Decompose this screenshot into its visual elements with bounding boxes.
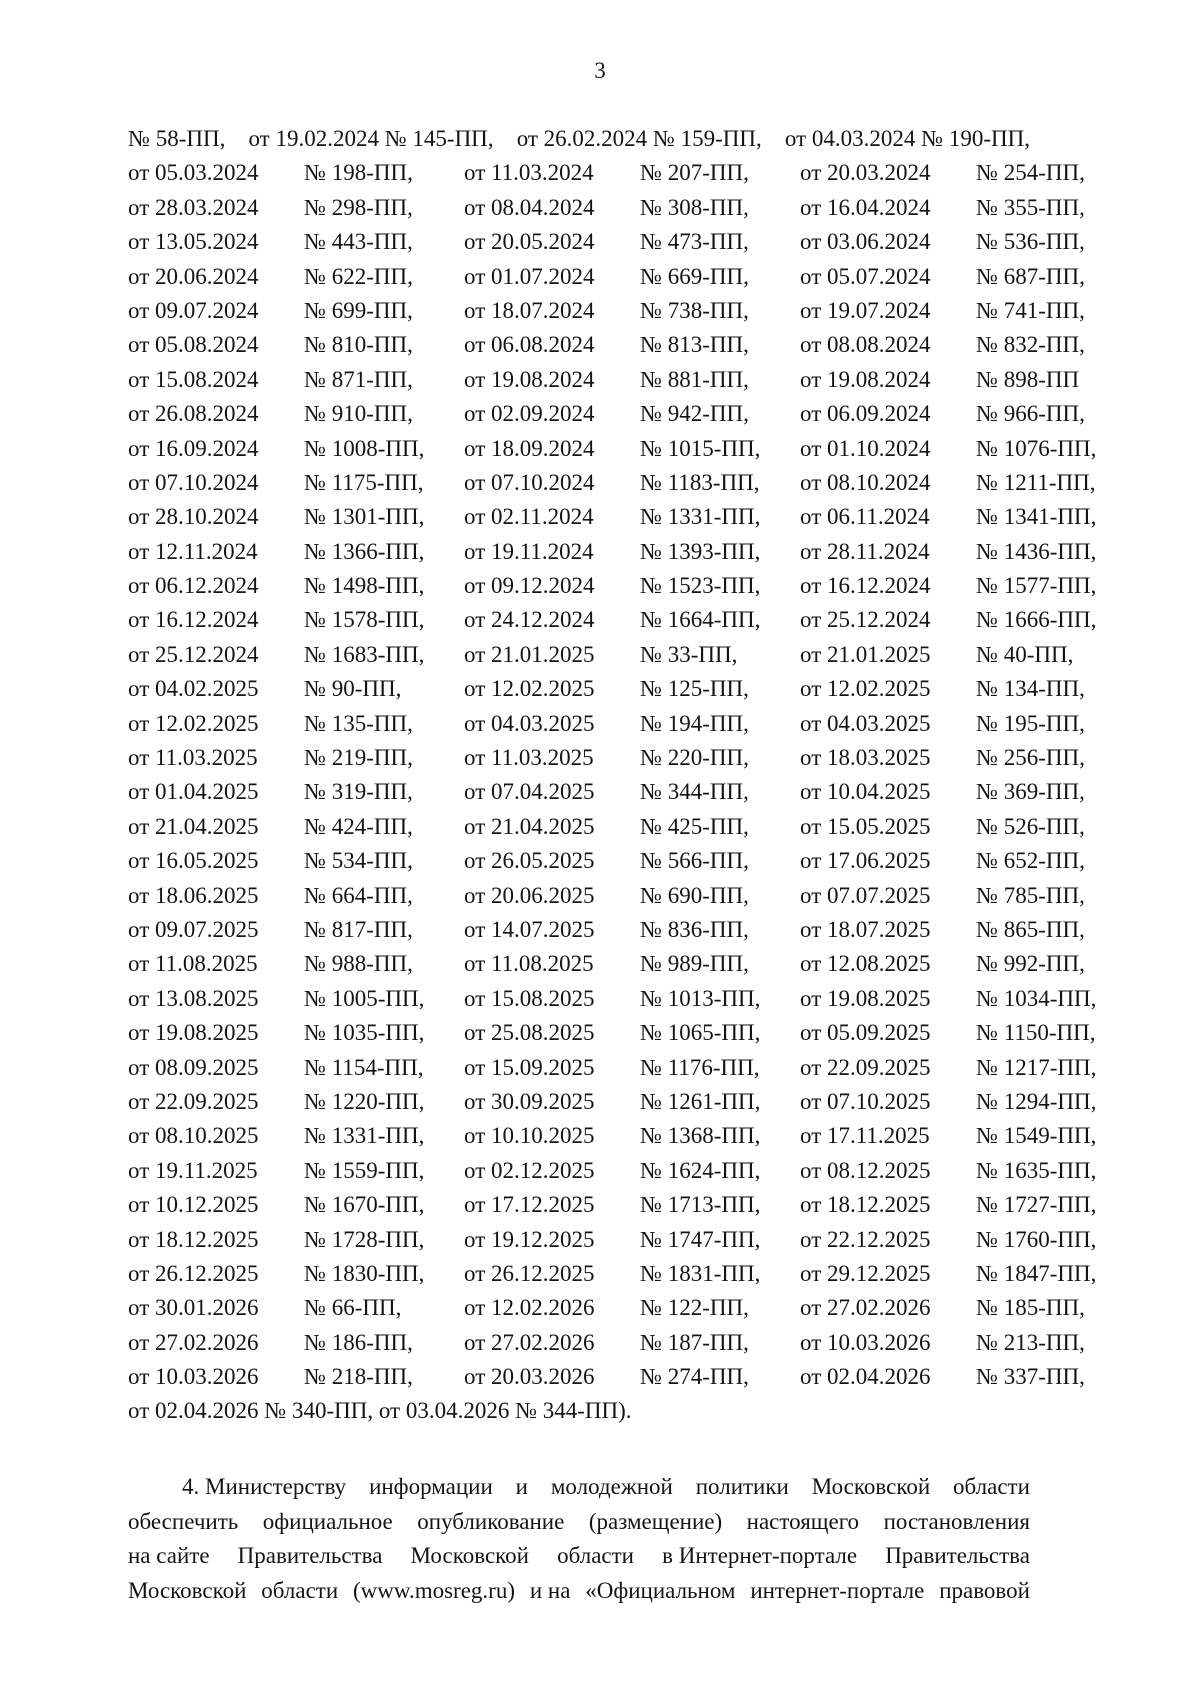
resolution-date: от 08.10.2025 — [128, 1123, 259, 1149]
resolution-date: от 28.11.2024 — [800, 538, 930, 564]
resolution-date: от 22.09.2025 — [800, 1054, 931, 1080]
list-line — [128, 1257, 1097, 1291]
resolution-number: № 664-ПП, — [304, 882, 413, 908]
resolution-number: № 135-ПП, — [304, 710, 413, 736]
resolution-number: № 33-ПП, — [640, 641, 738, 667]
word: интернет-портале — [750, 1577, 925, 1603]
resolution-number: № 194-ПП, — [640, 710, 749, 736]
resolution-number: № 40-ПП, — [976, 641, 1074, 667]
resolution-date: от 13.08.2025 — [128, 985, 259, 1011]
resolution-number: № 817-ПП, — [304, 916, 413, 942]
resolution-date: от 06.08.2024 — [464, 332, 595, 358]
paragraph-line — [128, 1505, 1030, 1540]
word: настоящего — [746, 1508, 860, 1534]
list-line — [128, 1051, 1097, 1085]
word: Московской — [410, 1543, 529, 1568]
resolution-date: от 28.10.2024 — [128, 504, 259, 530]
word: политики — [695, 1474, 789, 1499]
resolution-date: от 27.02.2026 — [128, 1329, 259, 1355]
resolution-date: от 06.11.2024 — [800, 504, 930, 530]
resolution-number: № 256-ПП, — [976, 745, 1085, 771]
resolution-date: от 10.03.2026 — [800, 1329, 931, 1355]
resolution-date: от 09.07.2025 — [128, 916, 259, 942]
resolution-number: № 1176-ПП, — [640, 1054, 760, 1080]
list-item: № 58-ПП, — [128, 126, 226, 151]
resolutions-list — [128, 122, 1097, 1429]
list-line — [128, 466, 1096, 500]
word: (www.mosreg.ru) — [352, 1577, 515, 1603]
resolution-number: № 810-ПП, — [304, 332, 413, 358]
resolution-number: № 1368-ПП, — [640, 1123, 761, 1149]
resolution-date: от 21.01.2025 — [800, 641, 931, 667]
word: постановления — [883, 1508, 1030, 1534]
resolution-number: № 66-ПП, — [304, 1295, 402, 1321]
resolution-number: № 526-ПП, — [976, 813, 1085, 839]
resolution-date: от 09.12.2024 — [464, 573, 595, 599]
resolution-number: № 134-ПП, — [976, 676, 1085, 702]
resolution-date: от 05.07.2024 — [800, 263, 931, 289]
list-line — [128, 1360, 1085, 1394]
resolution-date: от 20.06.2025 — [464, 882, 595, 908]
word: области — [953, 1474, 1030, 1499]
resolution-date: от 06.09.2024 — [800, 401, 931, 427]
resolution-date: от 08.10.2024 — [800, 469, 931, 495]
resolution-number: № 254-ПП, — [976, 160, 1085, 186]
resolution-number: № 1211-ПП, — [976, 469, 1096, 495]
resolution-date: от 07.10.2024 — [128, 469, 259, 495]
resolution-number: № 125-ПП, — [640, 676, 749, 702]
word: и на — [529, 1577, 571, 1603]
word: в Интернет-портале — [662, 1543, 858, 1568]
list-line — [128, 913, 1085, 947]
list-line — [128, 1188, 1097, 1222]
resolution-number: № 355-ПП, — [976, 194, 1085, 220]
paragraph-line — [128, 1539, 1030, 1574]
resolution-number: № 1008-ПП, — [304, 435, 425, 461]
list-line-first — [128, 122, 1030, 156]
resolution-date: от 04.03.2025 — [464, 710, 595, 736]
list-line — [128, 328, 1085, 362]
list-line — [128, 947, 1085, 981]
resolution-date: от 11.03.2025 — [464, 745, 594, 771]
resolution-date: от 19.08.2025 — [128, 1020, 259, 1046]
word: обеспечить — [128, 1508, 239, 1534]
list-line — [128, 191, 1085, 225]
resolution-number: № 220-ПП, — [640, 745, 749, 771]
list-line — [128, 432, 1097, 466]
word: и — [515, 1474, 528, 1499]
resolution-date: от 30.01.2026 — [128, 1295, 259, 1321]
list-line — [128, 844, 1085, 878]
resolution-number: № 534-ПП, — [304, 848, 413, 874]
resolution-number: № 1217-ПП, — [976, 1054, 1097, 1080]
resolution-date: от 01.07.2024 — [464, 263, 595, 289]
list-line — [128, 638, 1074, 672]
resolution-number: № 207-ПП, — [640, 160, 749, 186]
resolution-number: № 988-ПП, — [304, 951, 413, 977]
resolution-number: № 473-ПП, — [640, 229, 749, 255]
list-line — [128, 363, 1080, 397]
word: правовой — [939, 1577, 1030, 1603]
resolution-number: № 298-ПП, — [304, 194, 413, 220]
resolution-date: от 25.12.2024 — [128, 641, 259, 667]
resolution-number: № 1013-ПП, — [640, 985, 761, 1011]
list-line — [128, 260, 1085, 294]
resolution-date: от 16.12.2024 — [800, 573, 931, 599]
list-line — [128, 1085, 1097, 1119]
resolution-number: № 1301-ПП, — [304, 504, 425, 530]
resolution-number: № 1559-ПП, — [304, 1157, 425, 1183]
resolution-number: № 369-ПП, — [976, 779, 1085, 805]
list-line — [128, 810, 1085, 844]
list-item: от 19.02.2024 № 145-ПП, — [248, 126, 494, 151]
resolution-number: № 319-ПП, — [304, 779, 413, 805]
resolution-number: № 1635-ПП, — [976, 1157, 1097, 1183]
list-line — [128, 707, 1085, 741]
resolution-date: от 19.08.2024 — [800, 366, 931, 392]
resolution-number: № 669-ПП, — [640, 263, 749, 289]
resolution-date: от 08.08.2024 — [800, 332, 931, 358]
paragraph-4 — [128, 1470, 1030, 1608]
list-line — [128, 603, 1097, 637]
resolution-number: № 1366-ПП, — [304, 538, 425, 564]
list-line — [128, 672, 1085, 706]
resolution-date: от 26.05.2025 — [464, 848, 595, 874]
word: Правительства — [885, 1543, 1030, 1568]
list-line — [128, 535, 1097, 569]
resolution-date: от 15.05.2025 — [800, 813, 931, 839]
resolution-number: № 966-ПП, — [976, 401, 1085, 427]
word: Московской — [128, 1577, 247, 1603]
resolution-number: № 1065-ПП, — [640, 1020, 761, 1046]
resolution-date: от 27.02.2026 — [800, 1295, 931, 1321]
resolution-number: № 187-ПП, — [640, 1329, 749, 1355]
word: 4. Министерству — [182, 1474, 347, 1499]
resolution-date: от 07.10.2024 — [464, 469, 595, 495]
resolution-date: от 20.05.2024 — [464, 229, 595, 255]
resolution-number: № 898-ПП — [976, 366, 1080, 392]
resolution-date: от 08.09.2025 — [128, 1054, 259, 1080]
resolution-date: от 11.08.2025 — [128, 951, 258, 977]
resolution-date: от 17.11.2025 — [800, 1123, 930, 1149]
resolution-number: № 865-ПП, — [976, 916, 1085, 942]
resolution-date: от 26.08.2024 — [128, 401, 259, 427]
resolution-number: № 344-ПП, — [640, 779, 749, 805]
resolution-number: № 690-ПП, — [640, 882, 749, 908]
word: информации — [369, 1474, 493, 1499]
resolution-number: № 185-ПП, — [976, 1295, 1085, 1321]
resolution-date: от 22.09.2025 — [128, 1088, 259, 1114]
resolution-date: от 08.04.2024 — [464, 194, 595, 220]
resolution-date: от 19.08.2025 — [800, 985, 931, 1011]
resolution-number: № 1523-ПП, — [640, 573, 761, 599]
resolution-number: № 274-ПП, — [640, 1364, 749, 1390]
resolution-number: № 186-ПП, — [304, 1329, 413, 1355]
word: Московской — [811, 1474, 931, 1499]
resolution-number: № 1624-ПП, — [640, 1157, 761, 1183]
resolution-date: от 10.03.2026 — [128, 1364, 259, 1390]
paragraph-line — [128, 1470, 1030, 1505]
resolution-date: от 05.09.2025 — [800, 1020, 931, 1046]
resolution-number: № 1076-ПП, — [976, 435, 1097, 461]
resolution-date: от 16.12.2024 — [128, 607, 259, 633]
resolution-date: от 12.02.2025 — [464, 676, 595, 702]
resolution-number: № 1831-ПП, — [640, 1260, 761, 1286]
resolution-number: № 1728-ПП, — [304, 1226, 425, 1252]
resolution-number: № 942-ПП, — [640, 401, 749, 427]
resolution-number: № 1261-ПП, — [640, 1088, 761, 1114]
resolution-date: от 04.02.2025 — [128, 676, 259, 702]
resolution-date: от 12.11.2024 — [128, 538, 258, 564]
resolution-number: № 536-ПП, — [976, 229, 1085, 255]
resolution-number: № 1713-ПП, — [640, 1192, 761, 1218]
resolution-date: от 15.08.2024 — [128, 366, 259, 392]
resolution-number: № 622-ПП, — [304, 263, 413, 289]
resolution-number: № 425-ПП, — [640, 813, 749, 839]
resolution-number: № 1150-ПП, — [976, 1020, 1096, 1046]
page-number: 3 — [594, 58, 606, 83]
resolution-number: № 1294-ПП, — [976, 1088, 1097, 1114]
resolution-date: от 05.03.2024 — [128, 160, 259, 186]
list-line — [128, 225, 1085, 259]
resolution-number: № 308-ПП, — [640, 194, 749, 220]
list-line-last: от 02.04.2026 № 340-ПП, от 03.04.2026 № 344-ПП). — [128, 1398, 632, 1424]
resolution-date: от 06.12.2024 — [128, 573, 259, 599]
resolution-date: от 22.12.2025 — [800, 1226, 931, 1252]
resolution-number: № 1154-ПП, — [304, 1054, 424, 1080]
resolution-number: № 652-ПП, — [976, 848, 1085, 874]
word: области — [557, 1543, 634, 1568]
resolution-date: от 19.11.2025 — [128, 1157, 258, 1183]
resolution-date: от 10.04.2025 — [800, 779, 931, 805]
resolution-number: № 198-ПП, — [304, 160, 413, 186]
resolution-number: № 337-ПП, — [976, 1364, 1085, 1390]
resolution-number: № 1393-ПП, — [640, 538, 761, 564]
resolution-date: от 11.08.2025 — [464, 951, 594, 977]
resolution-date: от 09.07.2024 — [128, 297, 259, 323]
list-item: от 04.03.2024 № 190-ПП, — [784, 126, 1030, 151]
list-rows — [128, 156, 1097, 1394]
resolution-date: от 21.04.2025 — [128, 813, 259, 839]
list-line — [128, 500, 1097, 534]
resolution-date: от 25.08.2025 — [464, 1020, 595, 1046]
resolution-number: № 90-ПП, — [304, 676, 402, 702]
resolution-number: № 1341-ПП, — [976, 504, 1097, 530]
resolution-number: № 219-ПП, — [304, 745, 413, 771]
resolution-number: № 1175-ПП, — [304, 469, 424, 495]
resolution-date: от 19.12.2025 — [464, 1226, 595, 1252]
resolution-number: № 699-ПП, — [304, 297, 413, 323]
resolution-date: от 16.09.2024 — [128, 435, 259, 461]
resolution-date: от 26.12.2025 — [128, 1260, 259, 1286]
resolution-number: № 992-ПП, — [976, 951, 1085, 977]
resolution-number: № 1670-ПП, — [304, 1192, 425, 1218]
resolution-date: от 07.04.2025 — [464, 779, 595, 805]
resolution-date: от 20.06.2024 — [128, 263, 259, 289]
resolution-number: № 1331-ПП, — [304, 1123, 425, 1149]
resolution-date: от 18.12.2025 — [128, 1226, 259, 1252]
list-line — [128, 1223, 1097, 1257]
resolution-number: № 1760-ПП, — [976, 1226, 1097, 1252]
resolution-date: от 26.12.2025 — [464, 1260, 595, 1286]
list-line — [128, 879, 1085, 913]
resolution-number: № 1035-ПП, — [304, 1020, 425, 1046]
resolution-number: № 832-ПП, — [976, 332, 1085, 358]
resolution-number: № 213-ПП, — [976, 1329, 1085, 1355]
resolution-date: от 16.05.2025 — [128, 848, 259, 874]
resolution-date: от 18.07.2024 — [464, 297, 595, 323]
resolution-date: от 12.02.2025 — [128, 710, 259, 736]
list-line — [128, 982, 1097, 1016]
resolution-date: от 15.09.2025 — [464, 1054, 595, 1080]
resolution-date: от 02.11.2024 — [464, 504, 594, 530]
list-line — [128, 1119, 1097, 1153]
resolution-date: от 03.06.2024 — [800, 229, 931, 255]
word: области — [261, 1577, 339, 1603]
resolution-date: от 13.05.2024 — [128, 229, 259, 255]
word: (размещение) — [588, 1508, 723, 1534]
resolution-date: от 27.02.2026 — [464, 1329, 595, 1355]
resolution-number: № 424-ПП, — [304, 813, 413, 839]
resolution-number: № 1015-ПП, — [640, 435, 761, 461]
resolution-number: № 1436-ПП, — [976, 538, 1097, 564]
resolution-number: № 1549-ПП, — [976, 1123, 1097, 1149]
resolution-number: № 1683-ПП, — [304, 641, 425, 667]
paragraph-line — [128, 1574, 1030, 1609]
list-line — [128, 397, 1085, 431]
resolution-number: № 218-ПП, — [304, 1364, 413, 1390]
resolution-number: № 871-ПП, — [304, 366, 413, 392]
resolution-number: № 195-ПП, — [976, 710, 1085, 736]
resolution-date: от 11.03.2024 — [464, 160, 594, 186]
word: на сайте — [128, 1543, 210, 1568]
resolution-date: от 21.04.2025 — [464, 813, 595, 839]
resolution-date: от 18.03.2025 — [800, 745, 931, 771]
list-line — [128, 569, 1097, 603]
resolution-date: от 07.07.2025 — [800, 882, 931, 908]
list-line — [128, 1154, 1097, 1188]
list-item: от 26.02.2024 № 159-ПП, — [516, 126, 762, 151]
resolution-date: от 16.04.2024 — [800, 194, 931, 220]
resolution-date: от 01.04.2025 — [128, 779, 259, 805]
resolution-number: № 989-ПП, — [640, 951, 749, 977]
resolution-date: от 12.08.2025 — [800, 951, 931, 977]
resolution-number: № 1727-ПП, — [976, 1192, 1097, 1218]
resolution-date: от 12.02.2025 — [800, 676, 931, 702]
word: молодежной — [550, 1474, 673, 1499]
resolution-number: № 1666-ПП, — [976, 607, 1097, 633]
list-line — [128, 1326, 1085, 1360]
word: официальное — [262, 1508, 393, 1534]
resolution-number: № 1034-ПП, — [976, 985, 1097, 1011]
resolution-number: № 687-ПП, — [976, 263, 1085, 289]
resolution-date: от 10.12.2025 — [128, 1192, 259, 1218]
word: опубликование — [417, 1508, 565, 1534]
resolution-number: № 738-ПП, — [640, 297, 749, 323]
resolution-number: № 122-ПП, — [640, 1295, 749, 1321]
word: «Официальном — [585, 1577, 736, 1603]
resolution-date: от 17.12.2025 — [464, 1192, 595, 1218]
resolution-date: от 05.08.2024 — [128, 332, 259, 358]
list-line — [128, 775, 1085, 809]
resolution-number: № 741-ПП, — [976, 297, 1085, 323]
list-line — [128, 294, 1085, 328]
resolution-date: от 18.09.2024 — [464, 435, 595, 461]
resolution-date: от 15.08.2025 — [464, 985, 595, 1011]
resolution-number: № 1664-ПП, — [640, 607, 761, 633]
resolution-date: от 20.03.2024 — [800, 160, 931, 186]
resolution-date: от 12.02.2026 — [464, 1295, 595, 1321]
resolution-number: № 1498-ПП, — [304, 573, 425, 599]
resolution-date: от 01.10.2024 — [800, 435, 931, 461]
resolution-date: от 14.07.2025 — [464, 916, 595, 942]
resolution-date: от 07.10.2025 — [800, 1088, 931, 1114]
resolution-date: от 25.12.2024 — [800, 607, 931, 633]
resolution-date: от 04.03.2025 — [800, 710, 931, 736]
list-line — [128, 741, 1085, 775]
resolution-date: от 02.04.2026 — [800, 1364, 931, 1390]
resolution-number: № 1847-ПП, — [976, 1260, 1097, 1286]
resolution-number: № 1331-ПП, — [640, 504, 761, 530]
resolution-date: от 28.03.2024 — [128, 194, 259, 220]
resolution-date: от 19.08.2024 — [464, 366, 595, 392]
resolution-date: от 18.07.2025 — [800, 916, 931, 942]
resolution-number: № 836-ПП, — [640, 916, 749, 942]
resolution-date: от 17.06.2025 — [800, 848, 931, 874]
resolution-date: от 20.03.2026 — [464, 1364, 595, 1390]
resolution-number: № 443-ПП, — [304, 229, 413, 255]
resolution-date: от 02.12.2025 — [464, 1157, 595, 1183]
resolution-number: № 1577-ПП, — [976, 573, 1097, 599]
resolution-number: № 813-ПП, — [640, 332, 749, 358]
resolution-date: от 29.12.2025 — [800, 1260, 931, 1286]
resolution-date: от 19.11.2024 — [464, 538, 594, 564]
resolution-date: от 18.12.2025 — [800, 1192, 931, 1218]
resolution-number: № 910-ПП, — [304, 401, 413, 427]
resolution-number: № 1747-ПП, — [640, 1226, 761, 1252]
resolution-number: № 1005-ПП, — [304, 985, 425, 1011]
list-line — [128, 1016, 1096, 1050]
resolution-date: от 19.07.2024 — [800, 297, 931, 323]
resolution-number: № 1220-ПП, — [304, 1088, 425, 1114]
resolution-number: № 881-ПП, — [640, 366, 749, 392]
resolution-number: № 1830-ПП, — [304, 1260, 425, 1286]
resolution-date: от 30.09.2025 — [464, 1088, 595, 1114]
resolution-date: от 18.06.2025 — [128, 882, 259, 908]
list-line — [128, 156, 1085, 190]
resolution-date: от 02.09.2024 — [464, 401, 595, 427]
resolution-date: от 08.12.2025 — [800, 1157, 931, 1183]
resolution-number: № 785-ПП, — [976, 882, 1085, 908]
resolution-date: от 11.03.2025 — [128, 745, 258, 771]
list-line — [128, 1291, 1085, 1325]
resolution-number: № 566-ПП, — [640, 848, 749, 874]
resolution-date: от 24.12.2024 — [464, 607, 595, 633]
resolution-date: от 10.10.2025 — [464, 1123, 595, 1149]
word: Правительства — [237, 1543, 383, 1568]
resolution-number: № 1183-ПП, — [640, 469, 760, 495]
resolution-date: от 21.01.2025 — [464, 641, 595, 667]
resolution-number: № 1578-ПП, — [304, 607, 425, 633]
